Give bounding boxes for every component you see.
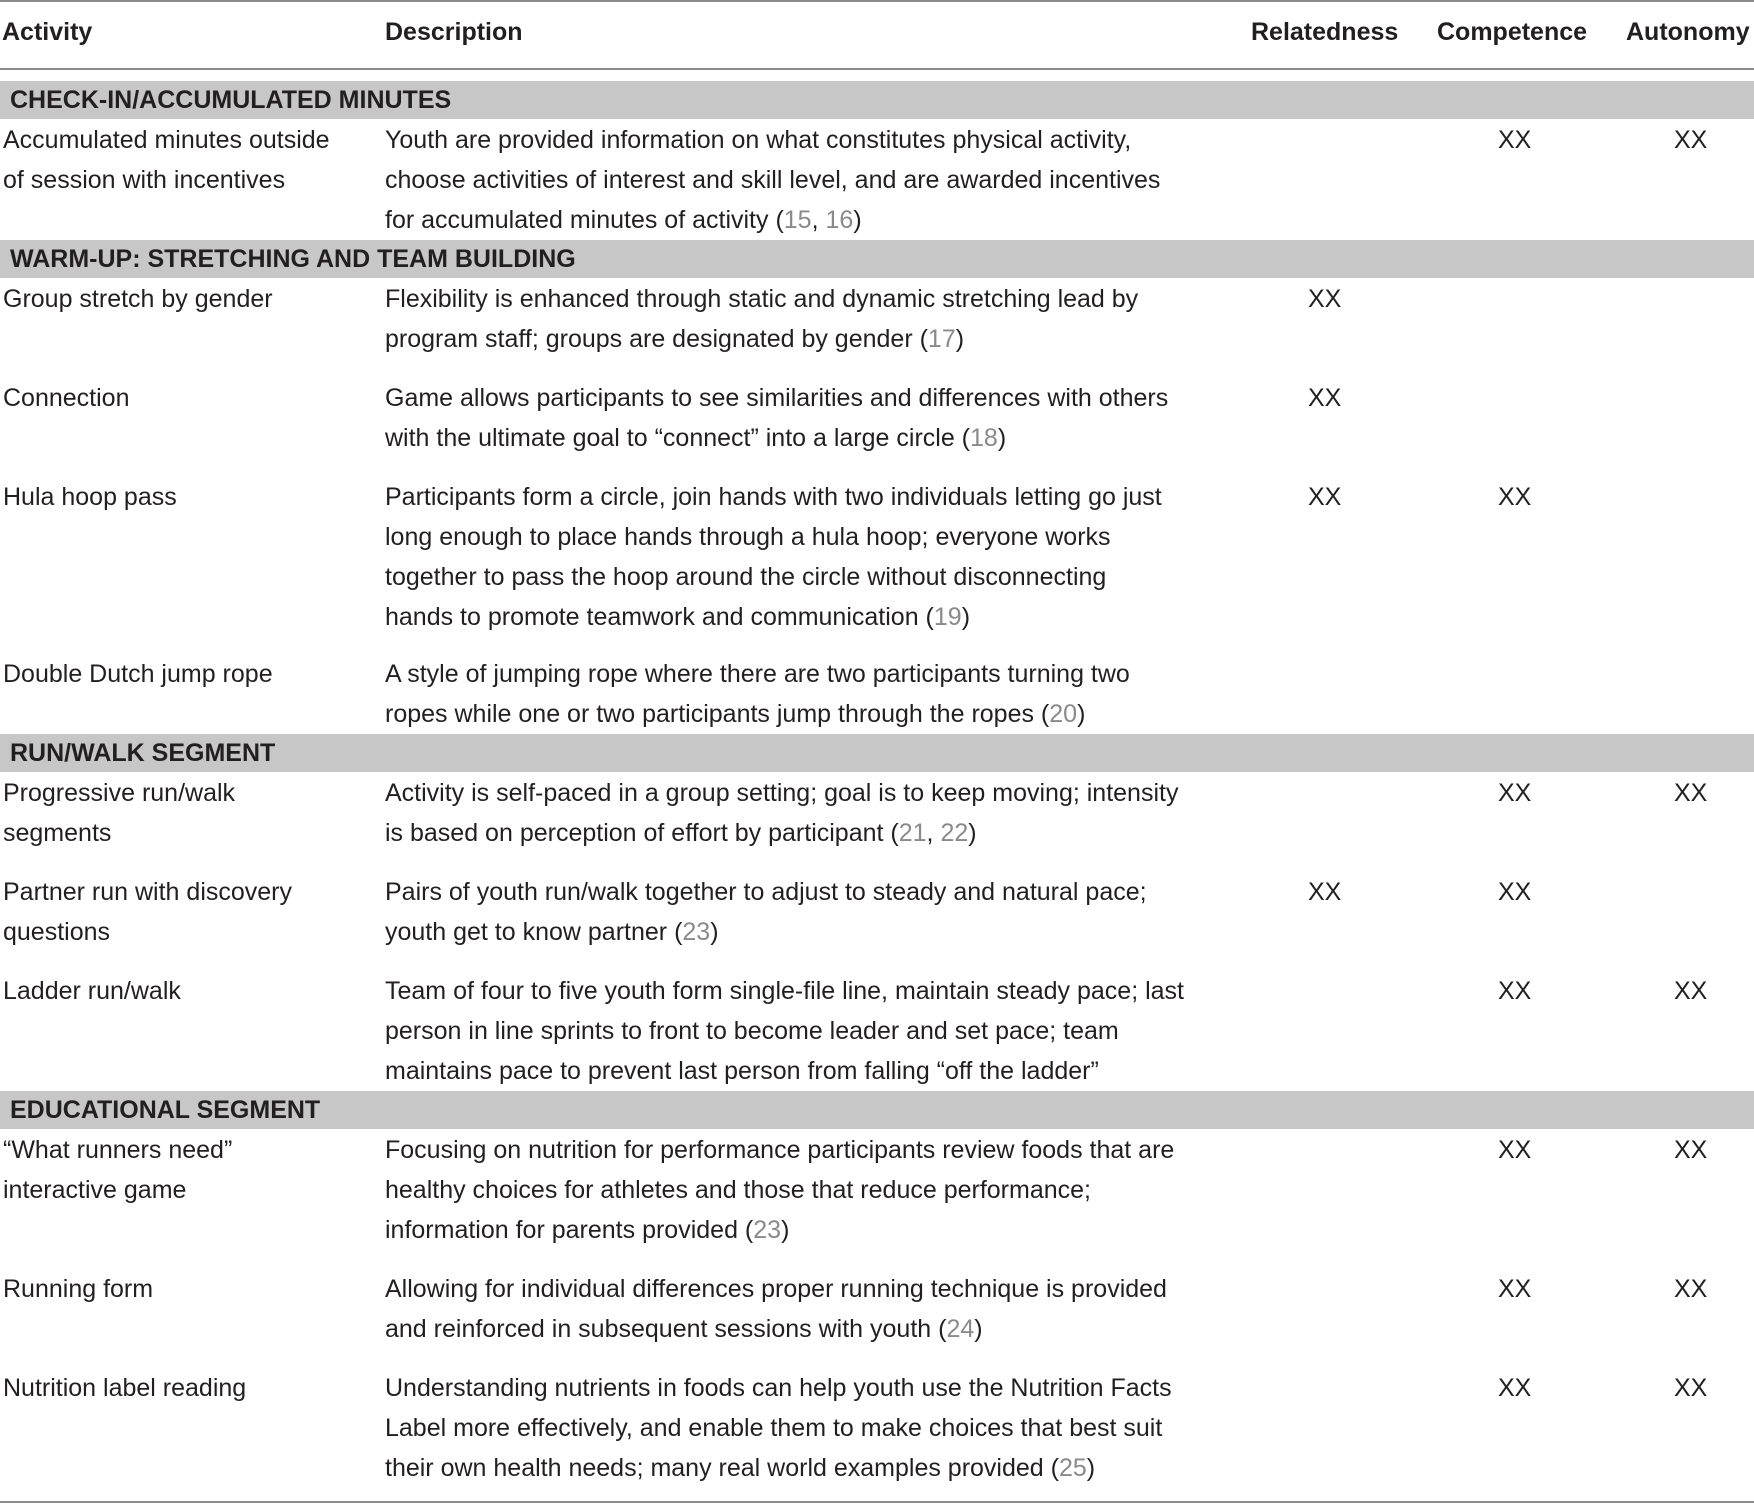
activity-cell: Group stretch by gender <box>3 285 273 313</box>
header-autonomy: Autonomy <box>1626 18 1750 46</box>
description-cell: is based on perception of effort by participant (21, 22) <box>385 819 977 847</box>
description-cell: their own health needs; many real world examples provided (25) <box>385 1454 1096 1482</box>
competence-mark: XX <box>1498 483 1532 511</box>
relatedness-mark: XX <box>1308 285 1342 313</box>
citation-ref: 23 <box>753 1216 782 1244</box>
citation-ref: 21 <box>898 819 927 847</box>
citation-ref: 22 <box>940 819 969 847</box>
activity-cell: Running form <box>3 1275 154 1303</box>
description-cell: Participants form a circle, join hands with two individuals letting go just <box>385 483 1162 511</box>
autonomy-mark: XX <box>1674 1275 1708 1303</box>
activity-cell: Connection <box>3 384 130 412</box>
citation-ref: 25 <box>1058 1454 1087 1482</box>
autonomy-mark: XX <box>1674 977 1708 1005</box>
citation-ref: 15 <box>783 206 812 234</box>
table-top-rule <box>0 0 1754 2</box>
section-title: EDUCATIONAL SEGMENT <box>10 1096 321 1124</box>
citation-ref: 19 <box>933 603 962 631</box>
competence-mark: XX <box>1498 977 1532 1005</box>
activity-cell: Hula hoop pass <box>3 483 177 511</box>
description-cell: A style of jumping rope where there are two participants turning two <box>385 660 1130 688</box>
activity-cell: “What runners need” <box>3 1136 233 1164</box>
description-cell: Understanding nutrients in foods can help youth use the Nutrition Facts <box>385 1374 1172 1402</box>
citation-ref: 24 <box>946 1315 975 1343</box>
competence-mark: XX <box>1498 1374 1532 1402</box>
header-relatedness: Relatedness <box>1251 18 1399 46</box>
citation-ref: 20 <box>1049 700 1078 728</box>
description-cell: choose activities of interest and skill level, and are awarded incentives <box>385 166 1161 194</box>
activity-cell: Partner run with discovery <box>3 878 293 906</box>
activity-cell: Nutrition label reading <box>3 1374 247 1402</box>
description-cell: person in line sprints to front to become leader and set pace; team <box>385 1017 1119 1045</box>
activity-cell: segments <box>3 819 112 847</box>
relatedness-mark: XX <box>1308 483 1342 511</box>
description-cell: maintains pace to prevent last person from falling “off the ladder” <box>385 1057 1099 1085</box>
activity-cell: Accumulated minutes outside <box>3 126 330 154</box>
description-cell: and reinforced in subsequent sessions with youth (24) <box>385 1315 983 1343</box>
section-title: RUN/WALK SEGMENT <box>10 739 276 767</box>
description-cell: information for parents provided (23) <box>385 1216 790 1244</box>
relatedness-mark: XX <box>1308 878 1342 906</box>
competence-mark: XX <box>1498 1275 1532 1303</box>
description-cell: Label more effectively, and enable them to make choices that best suit <box>385 1414 1163 1442</box>
description-cell: Activity is self-paced in a group setting; goal is to keep moving; intensity <box>385 779 1179 807</box>
section-title: WARM-UP: STRETCHING AND TEAM BUILDING <box>10 245 576 273</box>
citation-ref: 18 <box>970 424 998 452</box>
header-description: Description <box>385 18 523 46</box>
section-title: CHECK-IN/ACCUMULATED MINUTES <box>10 86 452 114</box>
autonomy-mark: XX <box>1674 779 1708 807</box>
activity-cell: Ladder run/walk <box>3 977 181 1005</box>
competence-mark: XX <box>1498 779 1532 807</box>
relatedness-mark: XX <box>1308 384 1342 412</box>
activity-cell: of session with incentives <box>3 166 286 194</box>
description-cell: Pairs of youth run/walk together to adjust to steady and natural pace; <box>385 878 1147 906</box>
competence-mark: XX <box>1498 1136 1532 1164</box>
description-cell: for accumulated minutes of activity (15, 16) <box>385 206 862 234</box>
citation-ref: 16 <box>825 206 854 234</box>
description-cell: Allowing for individual differences proper running technique is provided <box>385 1275 1167 1303</box>
section-band <box>0 240 1754 278</box>
competence-mark: XX <box>1498 126 1532 154</box>
table-bottom-rule <box>0 1501 1754 1503</box>
description-cell: with the ultimate goal to “connect” into a large circle (18) <box>385 424 1007 452</box>
activity-cell: interactive game <box>3 1176 187 1204</box>
description-cell: together to pass the hoop around the circle without disconnecting <box>385 563 1107 591</box>
header-rule <box>0 68 1754 70</box>
description-cell: Team of four to five youth form single-file line, maintain steady pace; last <box>385 977 1184 1005</box>
description-cell: Flexibility is enhanced through static and dynamic stretching lead by <box>385 285 1139 313</box>
header-competence: Competence <box>1437 18 1588 46</box>
description-cell: program staff; groups are designated by gender (17) <box>385 325 965 353</box>
description-cell: long enough to place hands through a hula hoop; everyone works <box>385 523 1111 551</box>
description-cell: Youth are provided information on what constitutes physical activity, <box>385 126 1132 154</box>
description-cell: healthy choices for athletes and those that reduce performance; <box>385 1176 1091 1204</box>
description-cell: Game allows participants to see similarities and differences with others <box>385 384 1169 412</box>
description-cell: youth get to know partner (23) <box>385 918 719 946</box>
description-cell: ropes while one or two participants jump through the ropes (20) <box>385 700 1086 728</box>
citation-ref: 23 <box>682 918 711 946</box>
activity-cell: Double Dutch jump rope <box>3 660 273 688</box>
section-band <box>0 1091 1754 1129</box>
activity-cell: questions <box>3 918 111 946</box>
autonomy-mark: XX <box>1674 1136 1708 1164</box>
description-cell: Focusing on nutrition for performance participants review foods that are <box>385 1136 1175 1164</box>
section-band <box>0 81 1754 119</box>
description-cell: hands to promote teamwork and communication (19) <box>385 603 971 631</box>
autonomy-mark: XX <box>1674 126 1708 154</box>
section-band <box>0 734 1754 772</box>
citation-ref: 17 <box>927 325 956 353</box>
competence-mark: XX <box>1498 878 1532 906</box>
autonomy-mark: XX <box>1674 1374 1708 1402</box>
header-activity: Activity <box>2 18 93 46</box>
activity-cell: Progressive run/walk <box>3 779 236 807</box>
